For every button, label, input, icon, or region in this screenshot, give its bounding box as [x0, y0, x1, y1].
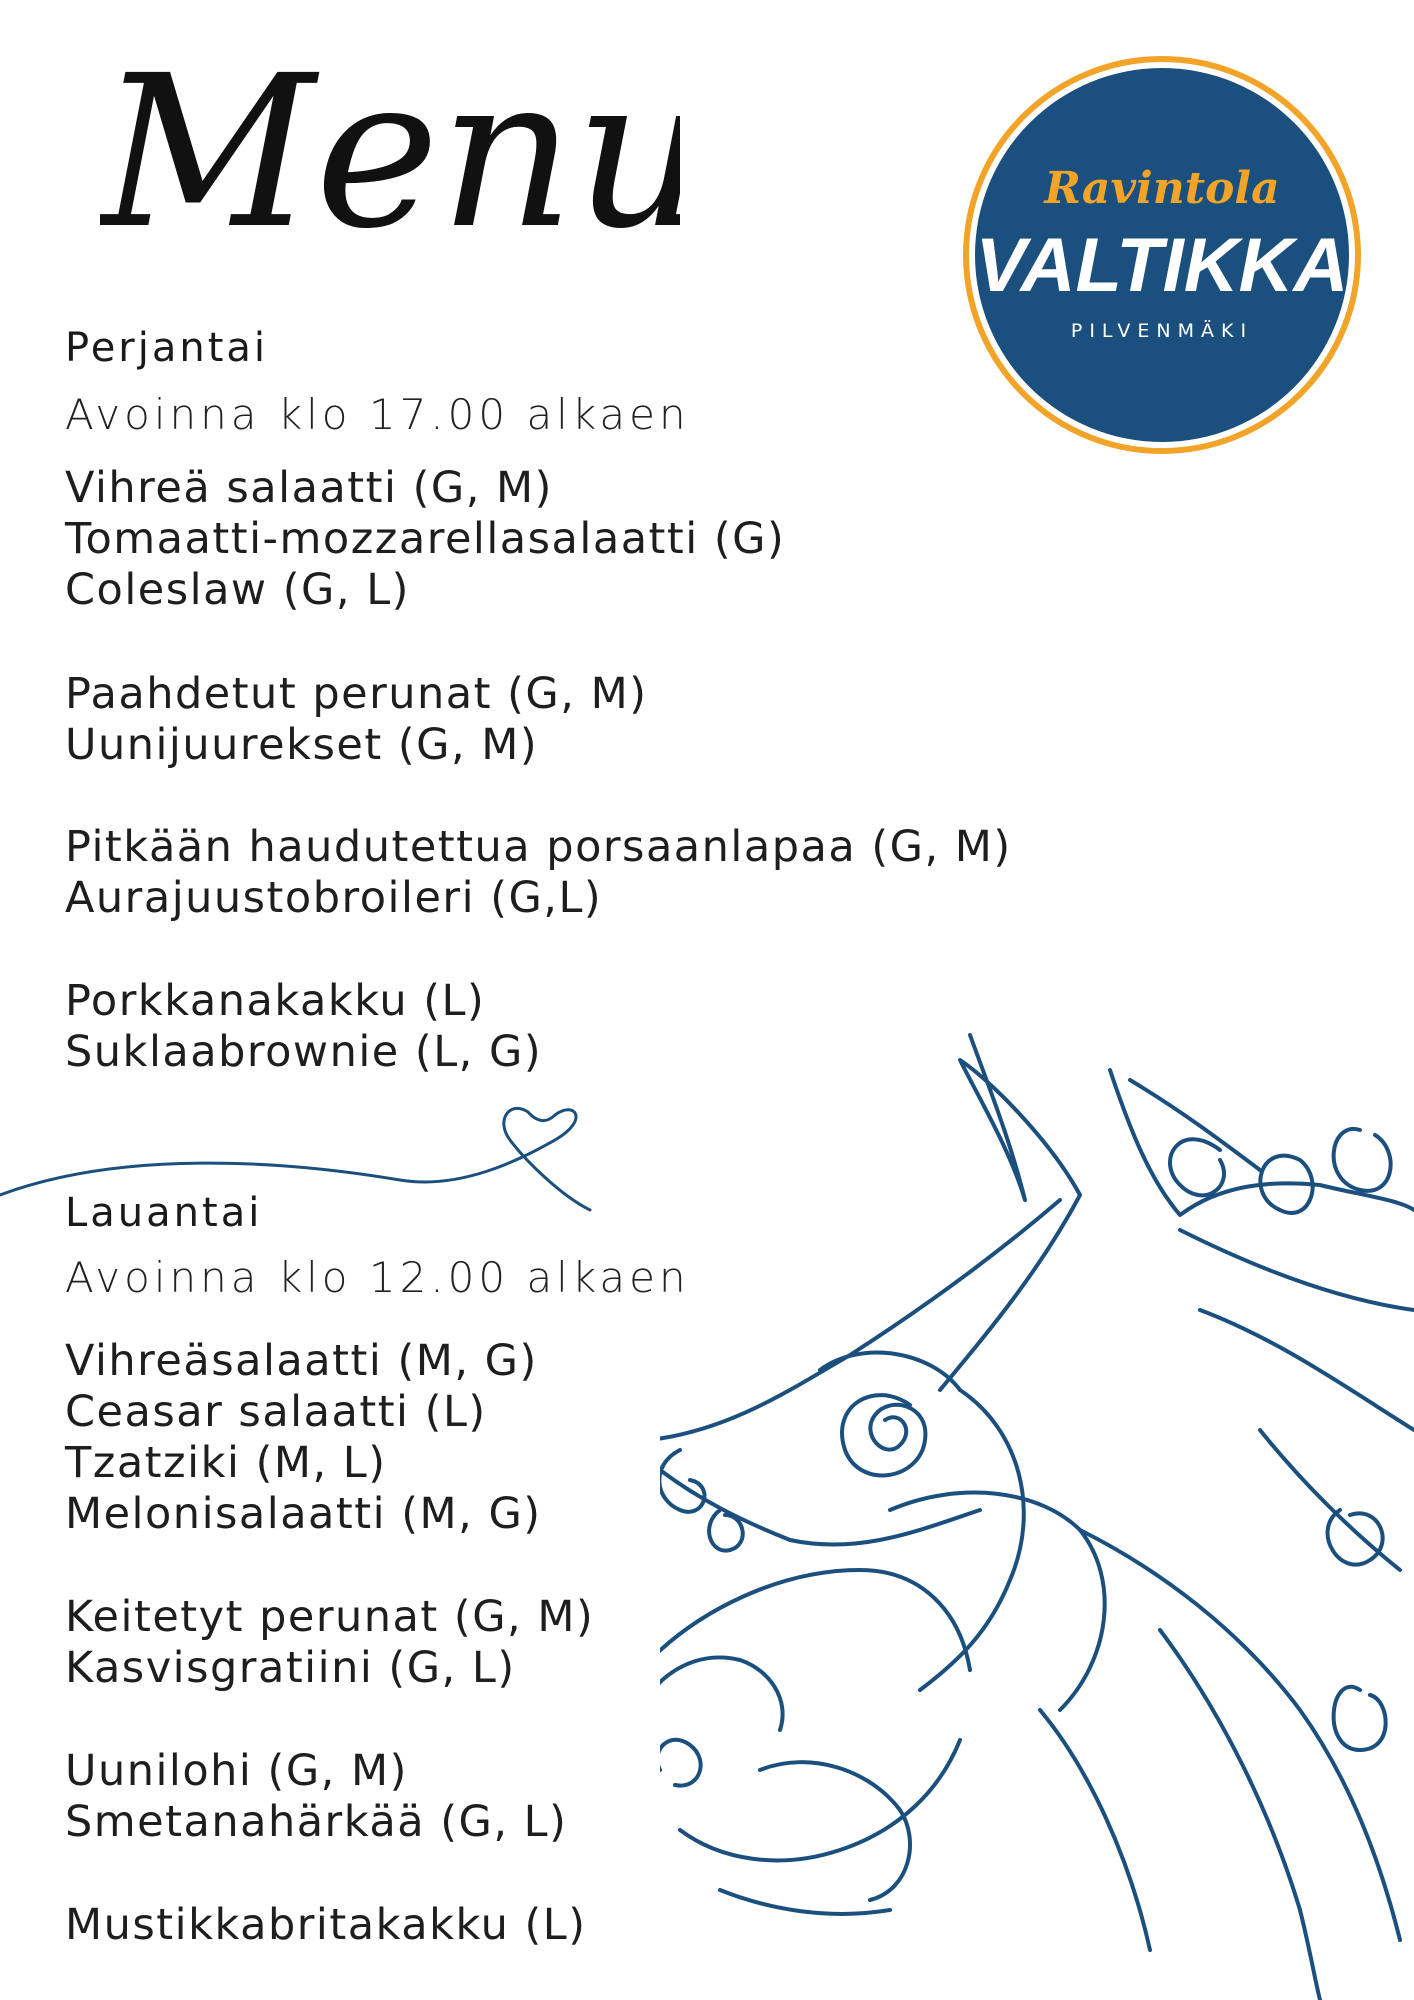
saturday-hours: Avoinna klo 12.00 alkaen — [65, 1253, 690, 1302]
list-item: Pitkään haudutettua porsaanlapaa (G, M) — [65, 822, 1012, 872]
friday-hours: Avoinna klo 17.00 alkaen — [65, 390, 690, 439]
saturday-sides — [65, 1592, 594, 1694]
restaurant-logo — [962, 55, 1362, 455]
list-item: Melonisalaatti (M, G) — [65, 1489, 542, 1539]
list-item: Tomaatti-mozzarellasalaatti (G) — [65, 514, 786, 564]
list-item: Mustikkabritakakku (L) — [65, 1900, 587, 1950]
friday-heading: Perjantai — [65, 325, 269, 371]
menu-title — [100, 40, 680, 310]
list-item: Uunijuurekset (G, M) — [65, 720, 539, 770]
horse-line-art-icon — [660, 1010, 1414, 2000]
list-item: Suklaabrownie (L, G) — [65, 1027, 543, 1077]
menu-title-text: Menu — [100, 40, 680, 275]
friday-salads — [65, 463, 785, 616]
logo-name-text: VALTIKKA — [975, 223, 1349, 308]
list-item: Coleslaw (G, L) — [65, 565, 410, 615]
logo-place-text: PILVENMÄKI — [1070, 320, 1254, 342]
list-item: Keitetyt perunat (G, M) — [65, 1592, 595, 1642]
logo-script-text: Ravintola — [1044, 163, 1280, 214]
list-item: Smetanahärkää (G, L) — [65, 1797, 568, 1847]
list-item: Tzatziki (M, L) — [65, 1438, 387, 1488]
logo-badge-icon — [962, 55, 1362, 455]
saturday-salads — [65, 1336, 542, 1540]
friday-desserts — [65, 976, 542, 1078]
list-item: Vihreä salaatti (G, M) — [65, 463, 553, 513]
saturday-desserts — [65, 1900, 587, 1951]
friday-sides — [65, 669, 647, 771]
menu-script-icon — [100, 40, 680, 310]
saturday-mains — [65, 1746, 567, 1848]
list-item: Kasvisgratiini (G, L) — [65, 1643, 516, 1693]
list-item: Porkkanakakku (L) — [65, 976, 486, 1026]
saturday-heading: Lauantai — [65, 1190, 263, 1236]
list-item: Paahdetut perunat (G, M) — [65, 669, 648, 719]
list-item: Aurajuustobroileri (G,L) — [65, 873, 603, 923]
friday-mains — [65, 822, 1012, 924]
list-item: Uunilohi (G, M) — [65, 1746, 408, 1796]
list-item: Vihreäsalaatti (M, G) — [65, 1336, 538, 1386]
list-item: Ceasar salaatti (L) — [65, 1387, 487, 1437]
